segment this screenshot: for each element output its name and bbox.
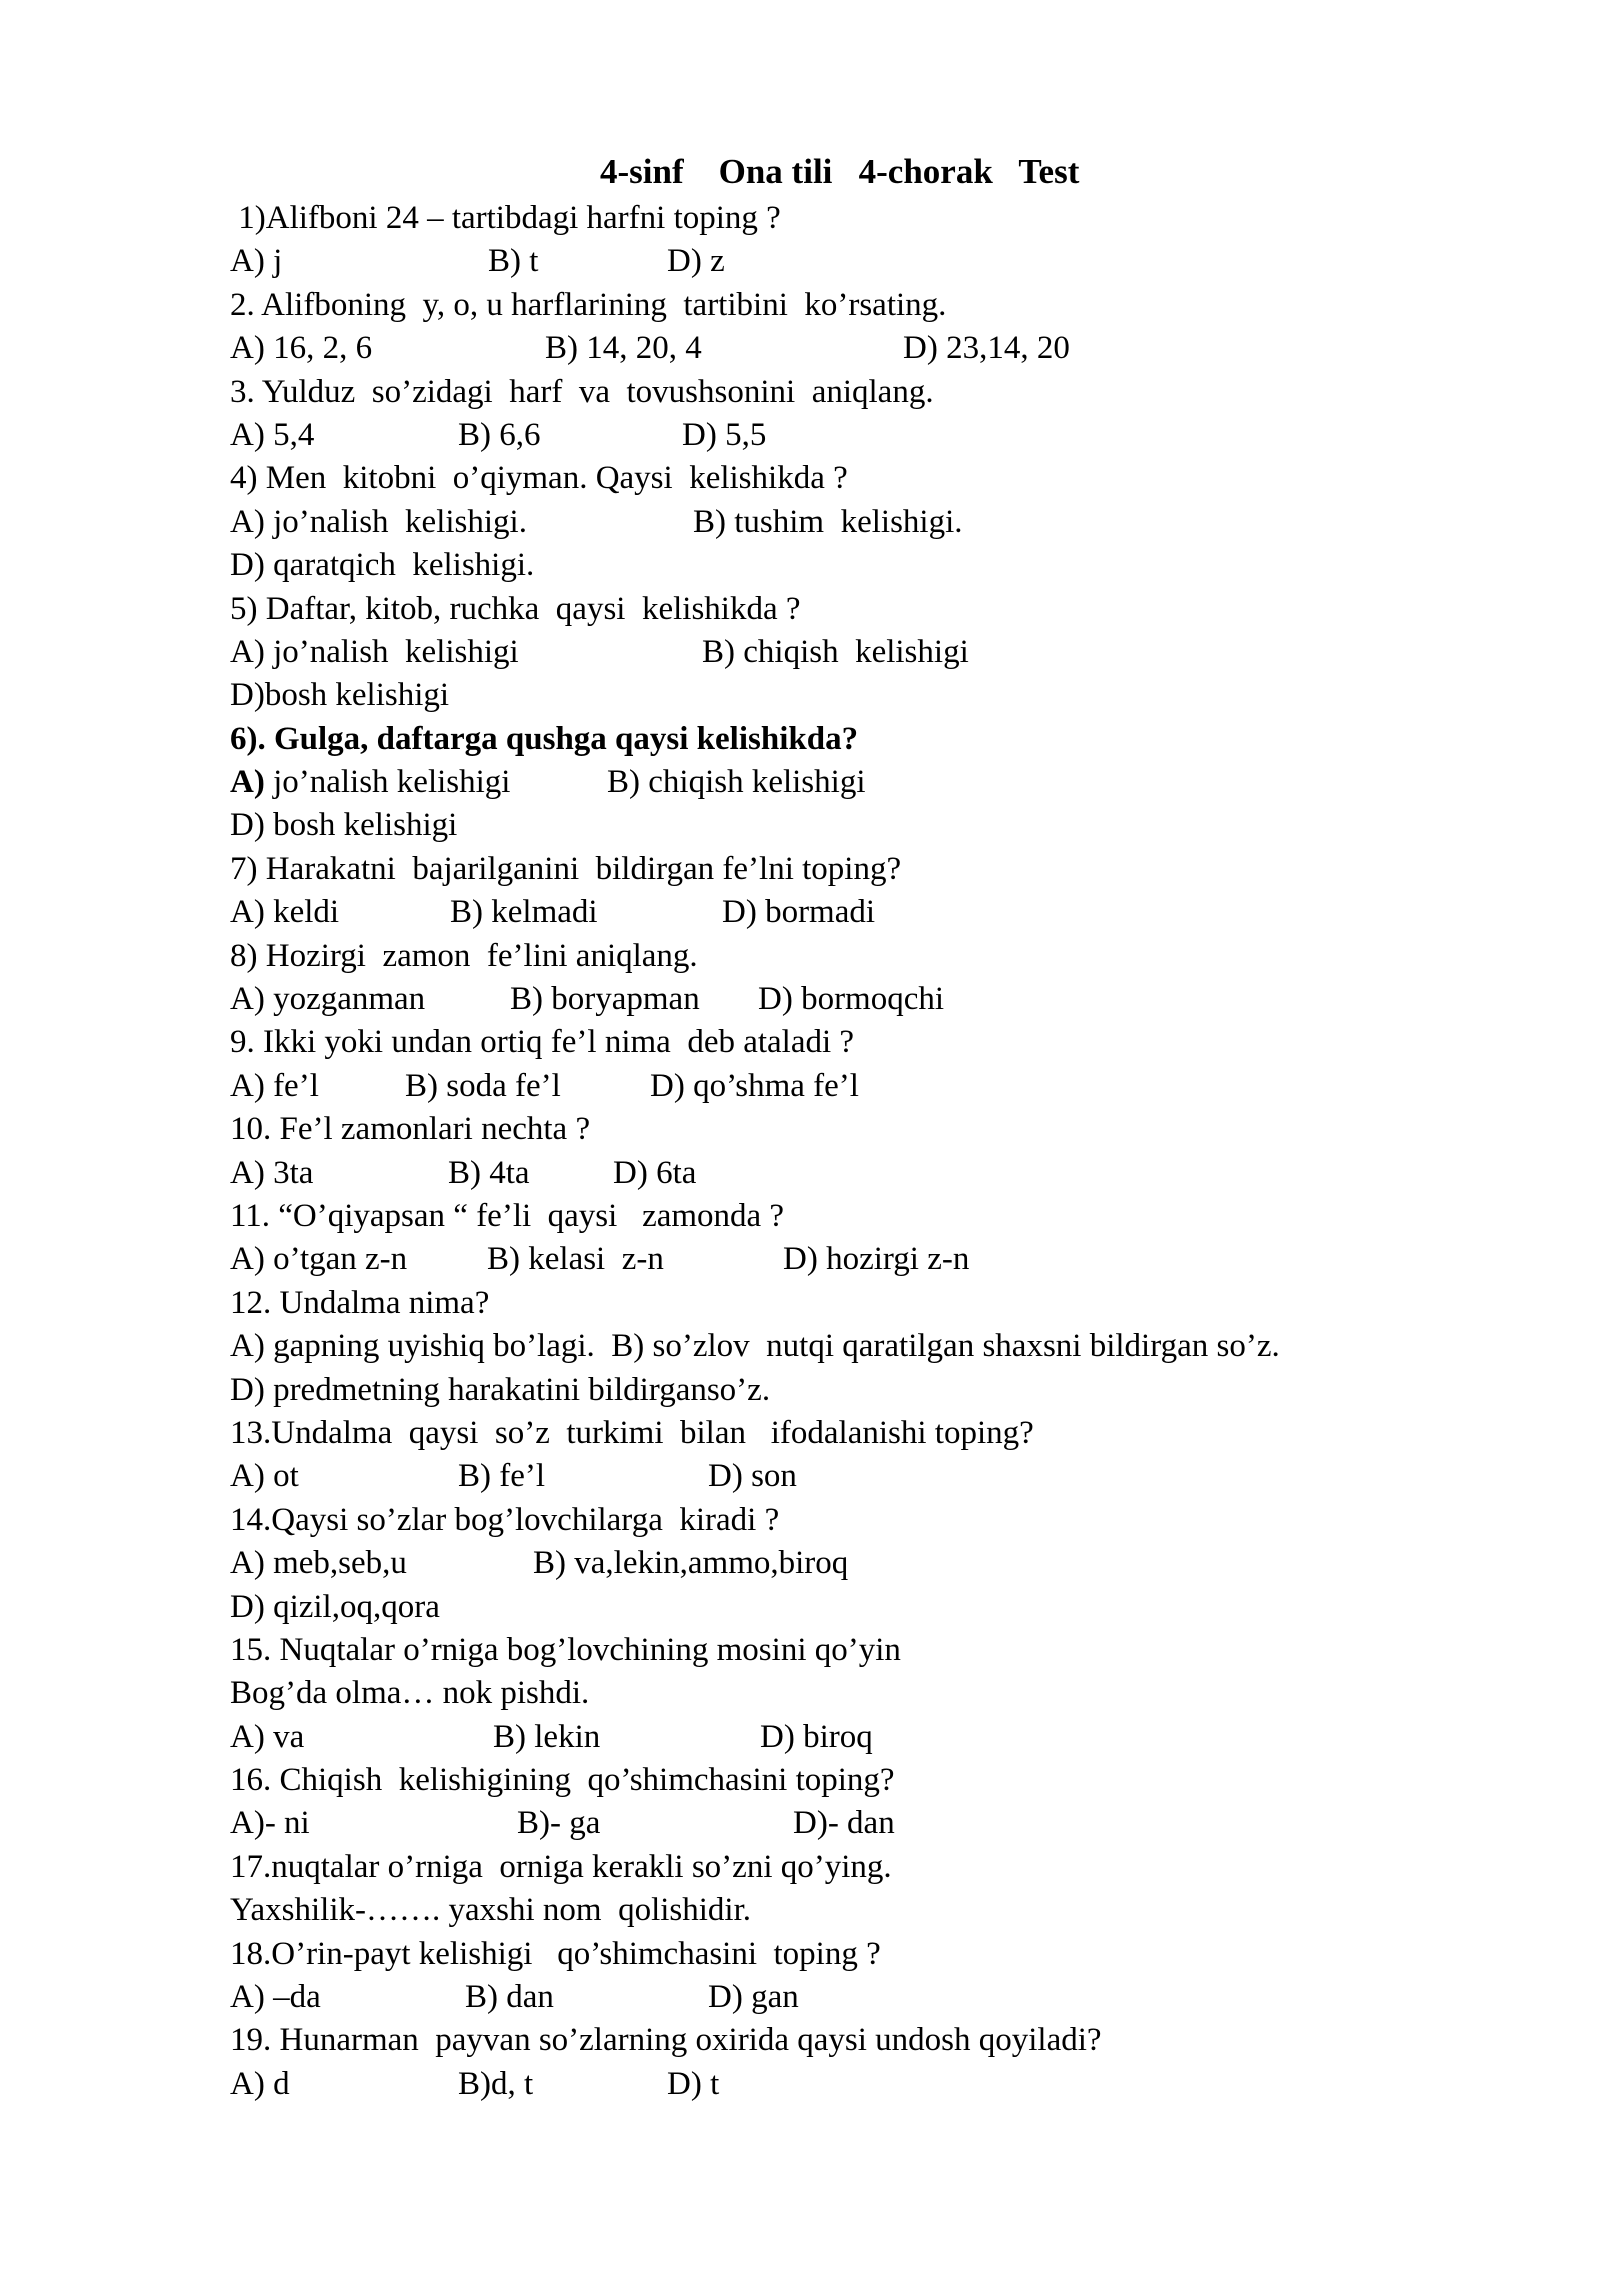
question-17: 17.nuqtalar o’rniga orniga kerakli so’zni qo’ying. — [230, 1848, 892, 1885]
option-d: D) z — [667, 243, 725, 280]
question-list — [230, 197, 1570, 2106]
question-12: 12. Undalma nima? — [230, 1284, 490, 1321]
options-6 — [230, 761, 1570, 804]
options-1 — [230, 240, 1570, 283]
option-d: D) t — [667, 2065, 720, 2102]
question-1: 1)Alifboni 24 – tartibdagi harfni toping ? — [230, 200, 781, 236]
option-b: B) kelasi z-n — [487, 1241, 664, 1278]
option-a: A) d — [230, 2065, 290, 2102]
option-a: A) 16, 2, 6 — [230, 330, 373, 367]
option-b: B) dan — [465, 1979, 554, 2016]
option-b: B) tushim kelishigi. — [693, 503, 963, 540]
option-d: D) qo’shma fe’l — [650, 1067, 859, 1104]
question-18: 18.O’rin-payt kelishigi qo’shimchasini toping ? — [230, 1935, 881, 1972]
option-a: A)- ni — [230, 1805, 310, 1842]
option-d: D) bormadi — [722, 894, 876, 931]
options-3 — [230, 414, 1570, 457]
option-b: B) kelmadi — [450, 894, 598, 931]
question-5: 5) Daftar, kitob, ruchka qaysi kelishikda ? — [230, 590, 801, 627]
option-a: A) 5,4 — [230, 416, 315, 453]
option-b: B) chiqish kelishigi — [702, 633, 969, 670]
option-d: D)bosh kelishigi — [230, 677, 450, 714]
question-3: 3. Yulduz so’zidagi harf va tovushsonini aniqlang. — [230, 373, 934, 410]
question-10: 10. Fe’l zamonlari nechta ? — [230, 1111, 591, 1148]
options-9 — [230, 1065, 1570, 1108]
option-d: D) 23,14, 20 — [903, 330, 1070, 367]
question-11: 11. “O’qiyapsan “ fe’li qaysi zamonda ? — [230, 1197, 785, 1234]
options-11 — [230, 1238, 1570, 1281]
option-d: D) qizil,oq,qora — [230, 1588, 440, 1625]
question-15: 15. Nuqtalar o’rniga bog’lovchining mosini qo’yin — [230, 1631, 901, 1668]
options-19 — [230, 2063, 1570, 2106]
options-15 — [230, 1716, 1570, 1759]
option-a: A) o’tgan z-n — [230, 1241, 408, 1278]
question-9: 9. Ikki yoki undan ortiq fe’l nima deb ataladi ? — [230, 1024, 855, 1061]
option-a: A) ot — [230, 1458, 299, 1495]
option-a: A) fe’l — [230, 1067, 319, 1104]
option-d: D) bosh kelishigi — [230, 807, 458, 844]
option-a: A) –da — [230, 1979, 321, 2016]
option-a: A) yozganman — [230, 981, 426, 1018]
option-a-letter: A) — [230, 764, 265, 801]
options-2 — [230, 327, 1570, 370]
option-a: A) keldi — [230, 894, 340, 931]
options-13 — [230, 1455, 1570, 1498]
option-b: B)d, t — [458, 2065, 534, 2102]
question-7: 7) Harakatni bajarilganini bildirgan fe’lni toping? — [230, 850, 902, 887]
question-4: 4) Men kitobni o’qiyman. Qaysi kelishikda ? — [230, 460, 848, 497]
option-b: B) chiqish kelishigi — [607, 764, 866, 801]
option-d: D) predmetning harakatini bildirganso’z. — [230, 1371, 771, 1408]
option-a: A) jo’nalish kelishigi — [230, 633, 519, 670]
question-17-sentence: Yaxshilik-……. yaxshi nom qolishidir. — [230, 1892, 752, 1929]
option-d: D) gan — [708, 1979, 799, 2016]
options-18 — [230, 1976, 1570, 2019]
question-2: 2. Alifboning y, o, u harflarining tartibini ko’rsating. — [230, 286, 947, 323]
option-b: B) 4ta — [448, 1154, 530, 1191]
question-16: 16. Chiqish kelishigining qo’shimchasini toping? — [230, 1762, 895, 1799]
options-16 — [230, 1802, 1570, 1845]
question-15-sentence: Bog’da olma… nok pishdi. — [230, 1675, 590, 1712]
question-19: 19. Hunarman payvan so’zlarning oxirida qaysi undosh qoyiladi? — [230, 2022, 1102, 2059]
option-a: A) j — [230, 243, 283, 280]
option-b: B) soda fe’l — [405, 1067, 561, 1104]
question-13: 13.Undalma qaysi so’z turkimi bilan ifodalanishi toping? — [230, 1414, 1034, 1451]
question-6: 6). Gulga, daftarga qushga qaysi kelishikda? — [230, 720, 859, 757]
option-d: D) 5,5 — [682, 416, 767, 453]
option-b: B) t — [488, 243, 539, 280]
option-d: D) biroq — [760, 1718, 873, 1755]
option-b: B) va,lekin,ammo,biroq — [533, 1545, 849, 1582]
option-a: A) va — [230, 1718, 305, 1755]
option-a: A) meb,seb,u — [230, 1545, 407, 1582]
option-b: B)- ga — [517, 1805, 601, 1842]
option-b: B) 6,6 — [458, 416, 541, 453]
option-d: D) hozirgi z-n — [783, 1241, 970, 1278]
option-b: B) lekin — [493, 1718, 601, 1755]
option-a: A) 3ta — [230, 1154, 314, 1191]
question-8: 8) Hozirgi zamon fe’lini aniqlang. — [230, 937, 698, 974]
option-d: D) 6ta — [613, 1154, 697, 1191]
question-14: 14.Qaysi so’zlar bog’lovchilarga kiradi ? — [230, 1501, 780, 1538]
options-7 — [230, 891, 1570, 934]
option-a — [230, 761, 510, 804]
option-b: B) 14, 20, 4 — [545, 330, 702, 367]
option-d: D) son — [708, 1458, 797, 1495]
option-b: B) fe’l — [458, 1458, 546, 1495]
option-a: A) jo’nalish kelishigi. — [230, 503, 527, 540]
options-14 — [230, 1542, 1570, 1585]
options-12-ab: A) gapning uyishiq bo’lagi. B) so’zlov nutqi qaratilgan shaxsni bildirgan so’z. — [230, 1328, 1280, 1365]
option-d: D) bormoqchi — [758, 981, 945, 1018]
option-a-text: jo’nalish kelishigi — [264, 764, 511, 801]
option-d: D) qaratqich kelishigi. — [230, 547, 535, 584]
options-4 — [230, 501, 1570, 544]
option-d: D)- dan — [793, 1805, 895, 1842]
option-b: B) boryapman — [510, 981, 700, 1018]
page-title: 4-sinf Ona tili 4-chorak Test — [600, 152, 1080, 191]
options-8 — [230, 978, 1570, 1021]
options-5 — [230, 631, 1570, 674]
options-10 — [230, 1152, 1570, 1195]
